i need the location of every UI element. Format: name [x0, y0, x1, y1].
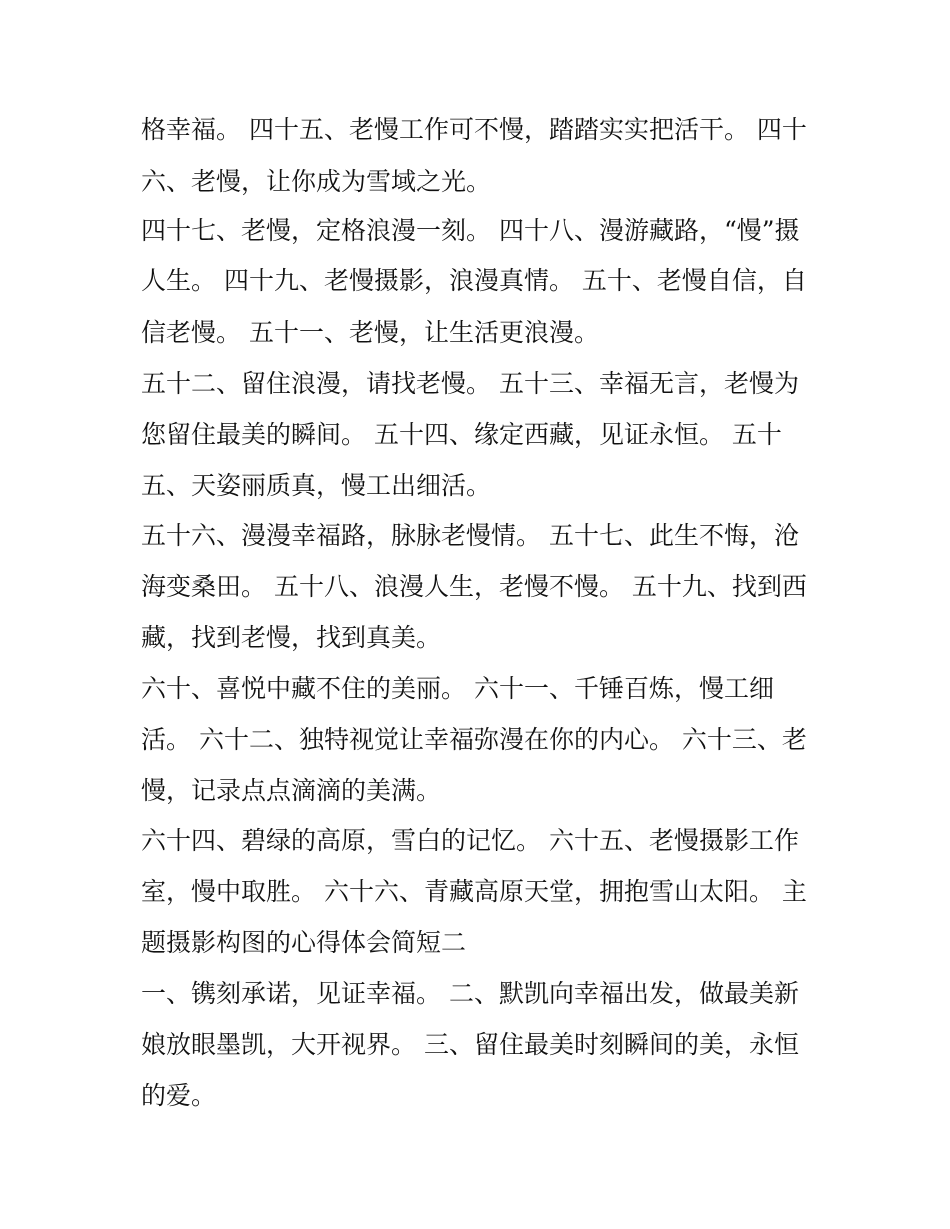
text-line: 五十六、漫漫幸福路，脉脉老慢情。 五十七、此生不悔，沧	[141, 521, 799, 550]
text-line: 室，慢中取胜。 六十六、青藏高原天堂，拥抱雪山太阳。 主	[141, 877, 807, 906]
text-line: 娘放眼墨凯，大开视界。 三、留住最美时刻瞬间的美，永恒	[141, 1030, 799, 1059]
text-line: 您留住最美的瞬间。 五十四、缘定西藏，见证永恒。 五十	[141, 420, 782, 449]
text-line: 一、镌刻承诺，见证幸福。 二、默凯向幸福出发，做最美新	[141, 979, 799, 1008]
text-line: 藏，找到老慢，找到真美。	[141, 623, 442, 652]
text-line: 慢，记录点点滴滴的美满。	[141, 776, 442, 805]
text-line: 五十二、留住浪漫，请找老慢。 五十三、幸福无言，老慢为	[141, 369, 799, 398]
text-line: 六十四、碧绿的高原，雪白的记忆。 六十五、老慢摄影工作	[141, 826, 799, 855]
text-line: 题摄影构图的心得体会简短二	[141, 928, 467, 957]
text-line: 格幸福。 四十五、老慢工作可不慢，踏踏实实把活干。 四十	[141, 115, 807, 144]
text-line: 的爱。	[141, 1081, 217, 1110]
text-line: 六、老慢，让你成为雪域之光。	[141, 167, 492, 196]
text-line: 六十、喜悦中藏不住的美丽。 六十一、千锤百炼，慢工细	[141, 674, 774, 703]
text-line: 四十七、老慢，定格浪漫一刻。 四十八、漫游藏路，“慢”摄	[141, 216, 800, 245]
text-line: 信老慢。 五十一、老慢，让生活更浪漫。	[141, 318, 599, 347]
text-line: 海变桑田。 五十八、浪漫人生，老慢不慢。 五十九、找到西	[141, 572, 807, 601]
text-line: 五、天姿丽质真，慢工出细活。	[141, 471, 492, 500]
text-line: 活。 六十二、独特视觉让幸福弥漫在你的内心。 六十三、老	[141, 725, 807, 754]
text-line: 人生。 四十九、老慢摄影，浪漫真情。 五十、老慢自信，自	[141, 266, 807, 295]
